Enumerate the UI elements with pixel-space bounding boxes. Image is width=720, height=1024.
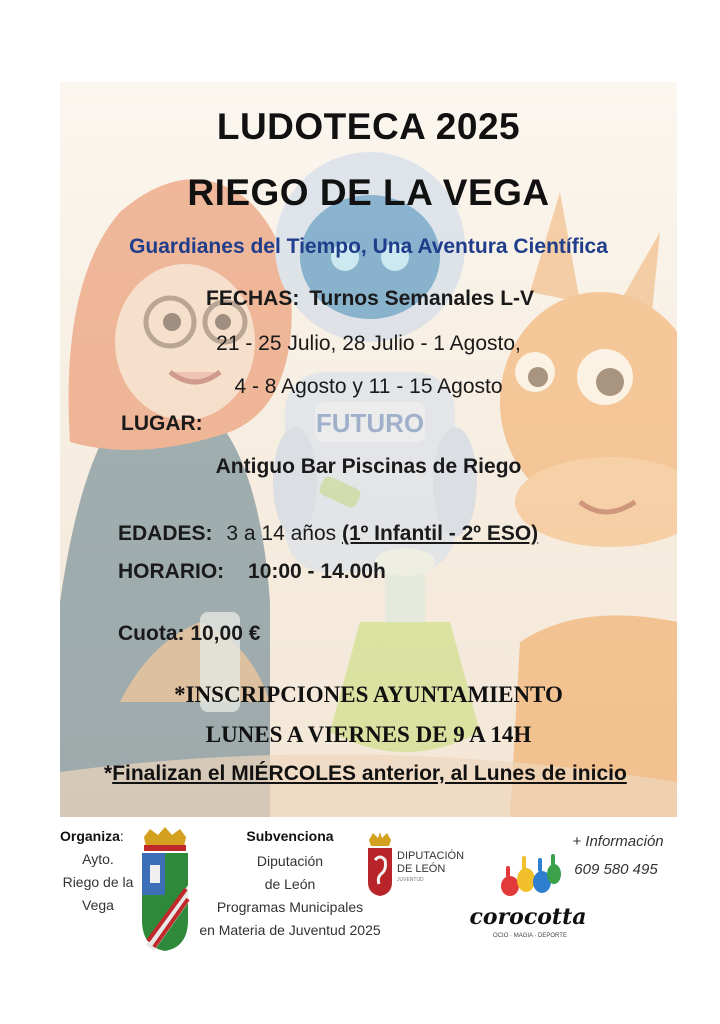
footer — [0, 820, 720, 1020]
diputacion-logo-line: DE LEÓN — [397, 863, 446, 875]
robot-illustration — [273, 152, 477, 572]
horario-value: 10:00 - 14.00h — [248, 560, 386, 583]
diputacion-shield-icon — [365, 830, 395, 898]
robot-badge-text: FUTURO — [315, 408, 425, 438]
corocotta-handprints-icon — [498, 852, 562, 902]
title-line-1: LUDOTECA 2025 — [216, 106, 521, 147]
edades-line — [118, 522, 538, 546]
organiza-line: Riego de la — [62, 874, 134, 890]
dates-line-2: 4 - 8 Agosto y 11 - 15 Agosto — [234, 375, 503, 398]
organiza-colon: : — [119, 828, 124, 844]
info-phone: 609 580 495 — [574, 861, 658, 878]
subvenciona-line: Programas Municipales — [216, 899, 364, 915]
finalizan-line — [104, 762, 627, 786]
subvenciona-label: Subvenciona — [246, 828, 334, 844]
finalizan-star: * — [104, 762, 113, 785]
cuota: Cuota: 10,00 € — [118, 622, 261, 645]
subvenciona-line: en Materia de Juventud 2025 — [199, 922, 381, 938]
horario-line — [118, 560, 386, 584]
coat-of-arms-logo — [136, 825, 194, 955]
diputacion-logo-line: DIPUTACIÓN — [397, 850, 465, 862]
diputacion-logo — [365, 830, 475, 910]
finalizan-text: Finalizan el MIÉRCOLES anterior, al Lunes de inicio — [112, 762, 627, 785]
corocotta-name: corocotta — [469, 904, 587, 930]
info-label: + Información — [572, 833, 664, 850]
organiza-lines — [58, 848, 138, 917]
subvenciona-line: Diputación — [256, 853, 324, 869]
corocotta-tagline: OCIO · MAGIA · DEPORTE — [493, 933, 567, 939]
edades-value: 3 a 14 años — [226, 522, 337, 545]
edades-detail: (1º Infantil - 2º ESO) — [341, 522, 539, 545]
lugar-label: LUGAR: — [121, 412, 203, 435]
fechas-line — [206, 287, 534, 311]
subtitle: Guardianes del Tiempo, Una Aventura Científica — [129, 235, 608, 258]
horario-label: HORARIO: — [118, 560, 225, 583]
organiza-block — [60, 825, 140, 848]
diputacion-logo-sub: JUVENTUD — [397, 877, 424, 883]
fechas-value: Turnos Semanales L-V — [309, 287, 535, 310]
fechas-label: FECHAS: — [206, 287, 300, 310]
organiza-line: Ayto. — [82, 851, 114, 867]
edades-label: EDADES: — [118, 522, 213, 545]
organiza-line: Vega — [82, 897, 114, 913]
poster — [60, 82, 677, 817]
subvenciona-lines — [190, 850, 390, 942]
inscripciones-line-1: *INSCRIPCIONES AYUNTAMIENTO — [174, 682, 563, 707]
diputacion-logo-text — [397, 850, 464, 884]
title-line-2: RIEGO DE LA VEGA — [187, 172, 550, 213]
organiza-heading — [60, 825, 140, 848]
dates-line-1: 21 - 25 Julio, 28 Julio - 1 Agosto, — [216, 332, 521, 355]
subvenciona-line: de León — [264, 876, 316, 892]
organiza-label: Organiza — [60, 828, 120, 844]
inscripciones-line-2: LUNES A VIERNES DE 9 A 14H — [205, 722, 532, 747]
lugar-value: Antiguo Bar Piscinas de Riego — [215, 455, 522, 478]
